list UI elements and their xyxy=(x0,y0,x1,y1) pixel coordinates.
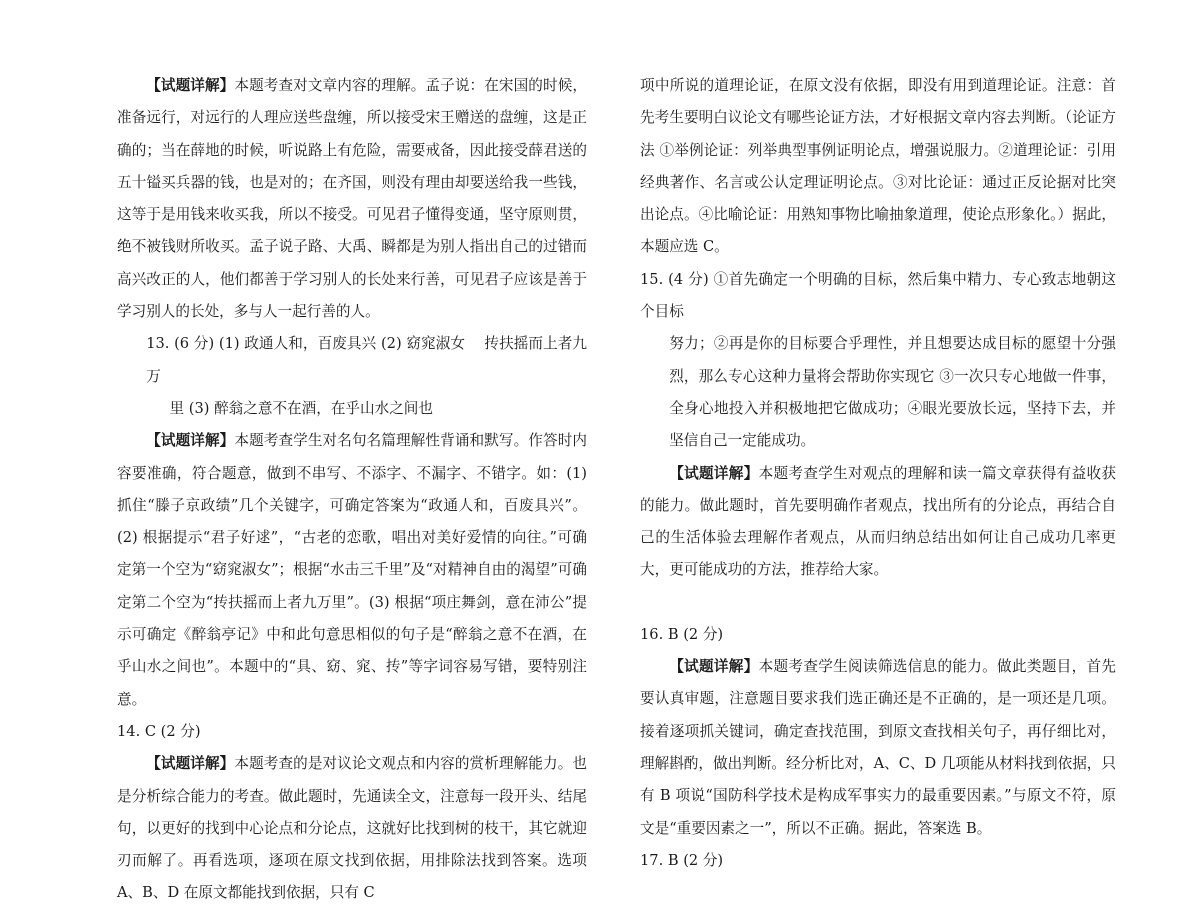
explanation-paragraph xyxy=(117,70,587,328)
answer-15-line1: 15. (4 分) ①首先确定一个明确的目标，然后集中精力、专心致志地朝这个目标 xyxy=(640,270,1116,321)
explanation-label: 【试题详解】 xyxy=(146,77,235,94)
explanation-paragraph xyxy=(640,651,1116,845)
answer-14: 14. C (2 分) xyxy=(117,722,201,740)
explanation-label: 【试题详解】 xyxy=(669,464,759,482)
explanation-text: 本题考查学生对观点的理解和读一篇文章获得有益收获的能力。做此题时，首先要明确作者观点，找出所有的分论点，再结合自己的生活体验去理解作者观点，从而归纳总结出如何让自己成功几率更大，更可能成功的方法，推荐给大家。 xyxy=(640,464,1116,579)
explanation-text: 本题考查的是对议论文观点和内容的赏析理解能力。也是分析综合能力的考查。做此题时，先通读全文，注意每一段开头、结尾句，以更好的找到中心论点和分论点，这就好比找到树的枝干，其它就迎刃而解了。再看选项，逐项在原文找到依据，用排除法找到答案。选项 A、B、D 在原文都能找到依据，只有 C xyxy=(117,755,587,902)
explanation-text: 本题考查学生阅读筛选信息的能力。做此类题目，首先要认真审题，注意题目要求我们选正确还是不正确的，是一项还是几项。接着逐项抓关键词，确定查找范围，到原文查找相关句子，再仔细比对，理解斟酌，做出判断。经分析比对，A、C、D 几项能从材料找到依据，只有 B 项说“国防科学技术是构成军事实力的最重要因素。”与原文不符，原文是“重要因素之一”，所以不正确。据此，答案选 B。 xyxy=(640,658,1116,837)
answer-16: 16. B (2 分) xyxy=(640,625,724,643)
explanation-text: 本题考查学生对名句名篇理解性背诵和默写。作答时内容要准确，符合题意，做到不串写、不添字、不漏字、不错字。如：(1) 抓住“滕子京政绩”几个关键字，可确定答案为“政通人和，百废具兴”。(2) 根据提示“君子好逑”，“古老的恋歌，唱出对美好爱情的向往。”可确定第一个空为“窈窕淑女”；根据“水击三千里”及“对精神自由的渴望”可确定第二个空为“抟扶摇而上者九万里”。(3) 根据“项庄舞剑，意在沛公”提示可确定《醉翁亭记》中和此句意思相似的句子是“醉翁之意不在酒，在乎山水之间也”。本题中的“具、窈、窕、抟”等字词容易写错，要特别注意。 xyxy=(117,432,587,708)
answer-15-rest: 努力；②再是你的目标要合乎理性，并且想要达成目标的愿望十分强烈，那么专心这种力量将会帮助你实现它 ③一次只专心地做一件事，全身心地投入并积极地把它做成功；④眼光要放长远，坚持下去，并坚信自己一定能成功。 xyxy=(669,335,1116,450)
explanation-paragraph xyxy=(640,458,1116,587)
right-column xyxy=(640,70,1116,877)
explanation-label: 【试题详解】 xyxy=(669,658,759,676)
answer-13-line1: 13. (6 分) (1) 政通人和，百废具兴 (2) 窈窕淑女 抟扶摇而上者九万 xyxy=(146,335,587,385)
explanation-paragraph xyxy=(117,748,587,909)
explanation-label: 【试题详解】 xyxy=(146,432,235,450)
answer-13-line2: 里 (3) 醉翁之意不在酒，在乎山水之间也 xyxy=(169,399,433,417)
explanation-continuation: 项中所说的道理论证，在原文没有依据，即没有用到道理论证。注意：首先考生要明白议论文有哪些论证方法，才好根据文章内容去判断。（论证方法 ①举例论证：列举典型事例证明论点，增强说服力。②道理论证：引用经典著作、名言或公认定理证明论点。③对比论证：通过正反论据对比突出论点。④比喻论证：用熟知事物比喻抽象道理，使论点形象化。）据此，本题应选 C。 xyxy=(640,77,1116,256)
spacer xyxy=(640,587,1116,619)
explanation-paragraph xyxy=(117,425,587,716)
explanation-text: 本题考查对文章内容的理解。孟子说：在宋国的时候，准备远行，对远行的人理应送些盘缠，所以接受宋王赠送的盘缠，这是正确的；当在薛地的时候，听说路上有危险，需要戒备，因此接受薛君送的五十镒买兵器的钱，也是对的；在齐国，则没有理由却要送给我一些钱，这等于是用钱来收买我，所以不接受。可见君子懂得变通，坚守原则贯，绝不被钱财所收买。孟子说子路、大禹、瞬都是为别人指出自己的过错而高兴改正的人，他们都善于学习别人的长处来行善，可见君子应该是善于学习别人的长处，多与人一起行善的人。 xyxy=(117,77,587,321)
answer-17: 17. B (2 分) xyxy=(640,851,724,869)
explanation-label: 【试题详解】 xyxy=(146,755,235,773)
left-column xyxy=(117,70,587,910)
